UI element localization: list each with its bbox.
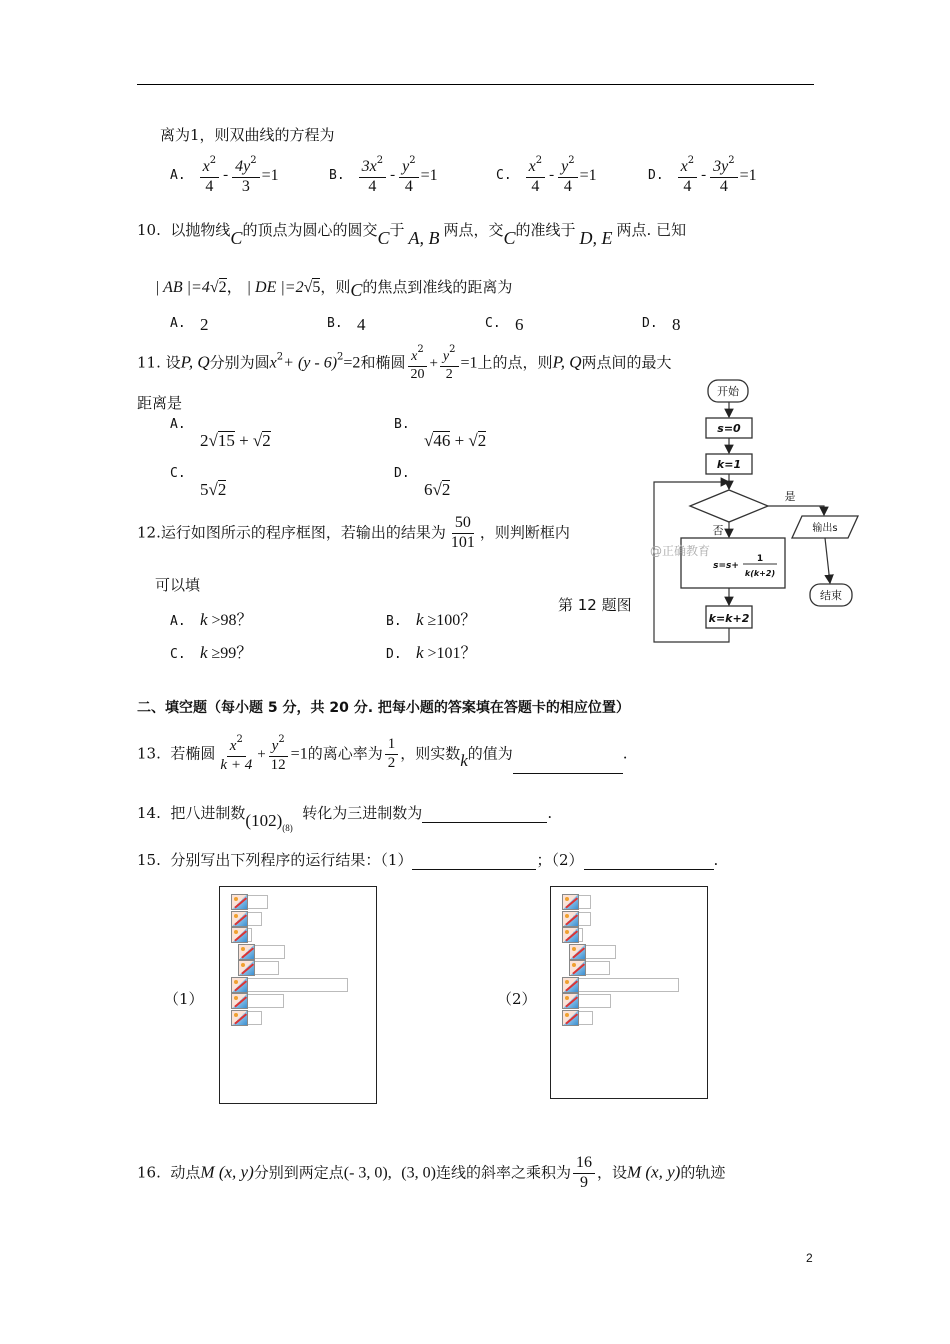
program-1-label: （1） [164, 990, 204, 1008]
flow-update-den: k(k+2) [744, 569, 776, 578]
question-number: 12. [137, 523, 161, 542]
broken-image-icon [238, 944, 255, 960]
program-line-image [562, 1010, 593, 1026]
program-line-image [238, 960, 279, 976]
broken-image-icon [231, 1010, 248, 1026]
q9-stem-tail: 离为1，则双曲线的方程为 [160, 126, 335, 144]
question-number: 14. [137, 804, 161, 822]
question-number: 10. [137, 221, 161, 239]
flow-yes-label: 是 [784, 490, 796, 503]
page-number: 2 [806, 1251, 813, 1265]
flow-end-label: 结束 [820, 589, 842, 602]
answer-blank-2[interactable] [584, 855, 714, 870]
q10-option[interactable]: A. 2 [170, 315, 209, 334]
flow-decision-node [690, 490, 768, 522]
q11-option[interactable]: B. √46 + √2 [394, 417, 487, 450]
q11-option[interactable]: A. 2√15 + √2 [170, 417, 271, 450]
program-2-label: （2） [497, 990, 537, 1008]
flowchart-caption: 第 12 题图 [558, 596, 632, 614]
q9-option[interactable]: D. $\frac{x^2}{4}$ - $\frac{3y^2}{4}$ =1 [648, 155, 757, 195]
q12-line1: 12.运行如图所示的程序框图，若输出的结果为 $\frac{50}{101}$ ，则判断框内 [137, 514, 570, 551]
q12-option[interactable]: B. k ≥100？ [386, 610, 477, 629]
program-line-image [569, 944, 616, 960]
q9-option[interactable]: A. $\frac{x^2}{4}$ - $\frac{4y^2}{3}$ =1 [170, 155, 279, 195]
q16: 16. 动点M (x, y)分别到两定点(- 3, 0), (3, 0)连线的斜率之乘积为 $\frac{16}{9}$ ，设M (x, y)的轨迹 [137, 1154, 726, 1191]
flow-increment-label: k=k+2 [708, 612, 750, 625]
program-line-image [562, 894, 591, 910]
q12-option[interactable]: A. k >98？ [170, 610, 253, 629]
question-number: 11. [137, 353, 161, 372]
broken-image-icon [231, 911, 248, 927]
flow-watermark: @正确教育 [650, 544, 711, 558]
flow-no-label: 否 [712, 524, 724, 537]
broken-image-icon [569, 960, 586, 976]
flow-update-prefix: s=s+ [713, 561, 739, 571]
q13: 13. 若椭圆 $\frac{x^2}{k + 4}$ + $\frac{y^2}{12}$ =1的离心率为 $\frac{1}{2}$ ，则实数k的值为 . [137, 734, 628, 773]
flow-output-label: 输出s [812, 523, 838, 534]
flow-start-label: 开始 [717, 385, 739, 398]
flowchart [650, 374, 862, 646]
q11-option[interactable]: C. 5√2 [170, 466, 227, 499]
q11-line2: 距离是 [137, 394, 183, 412]
program-line-image [231, 894, 268, 910]
answer-blank-1[interactable] [412, 855, 536, 870]
program-line-image [231, 927, 252, 943]
broken-image-icon [562, 993, 579, 1009]
q12-option[interactable]: D. k >101？ [386, 643, 477, 662]
flow-update-num: 1 [756, 554, 764, 564]
broken-image-icon [562, 927, 579, 943]
program-line-image [238, 944, 285, 960]
flow-init-k-label: k=1 [716, 458, 742, 471]
program-line-image [231, 977, 348, 993]
program-line-image [231, 1010, 262, 1026]
broken-image-icon [231, 894, 248, 910]
program-line-image [231, 911, 262, 927]
q12-option[interactable]: C. k ≥99？ [170, 643, 253, 662]
section-title: 二、填空题（每小题 5 分，共 20 分. 把每小题的答案填在答题卡的相应位置） [137, 700, 630, 716]
answer-blank[interactable] [422, 808, 547, 823]
q9-option[interactable]: B. $\frac{3x^2}{4}$ - $\frac{y^2}{4}$ =1 [329, 155, 438, 195]
broken-image-icon [562, 977, 579, 993]
header-rule [137, 84, 814, 85]
question-number: 15. [137, 851, 161, 869]
broken-image-icon [231, 927, 248, 943]
q10-option[interactable]: D. 8 [642, 315, 681, 334]
q15: 15. 分别写出下列程序的运行结果：（1） ；（2） . [137, 851, 719, 869]
question-number: 16. [137, 1163, 161, 1182]
q12-line2: 可以填 [155, 576, 201, 594]
program-line-image [231, 993, 284, 1009]
broken-image-icon [562, 894, 579, 910]
program-line-image [562, 927, 583, 943]
program-line-image [569, 960, 610, 976]
q9-option[interactable]: C. $\frac{x^2}{4}$ - $\frac{y^2}{4}$ =1 [496, 155, 597, 195]
q14: 14. 把八进制数$(102)_{(8)}$ 转化为三进制数为 . [137, 804, 553, 833]
q10-option[interactable]: C. 6 [485, 315, 524, 334]
q11-line1: 11. 设P, Q分别为圆$x^2+ (y - 6)^2=2$和椭圆 $\frac{x^2}{20}$ + $\frac{y^2}{2}$ =1上的点，则P, Q两点间的最大 [137, 344, 672, 382]
question-number: 13. [137, 744, 161, 763]
flow-init-s-label: s=0 [717, 422, 741, 435]
broken-image-icon [562, 1010, 579, 1026]
broken-image-icon [238, 960, 255, 976]
q10-option[interactable]: B. 4 [327, 315, 366, 334]
broken-image-icon [562, 911, 579, 927]
program-line-image [562, 911, 591, 927]
answer-blank[interactable] [513, 759, 623, 774]
broken-image-icon [569, 944, 586, 960]
q10-line2: | AB |=4√2， | DE |=2√5，则C的焦点到准线的距离为 [155, 277, 513, 300]
q11-option[interactable]: D. 6√2 [394, 466, 451, 499]
q10-line1: 10. 以抛物线C的顶点为圆心的圆交C于 A, B 两点，交C的准线于 D, E 两点. 已知 [137, 221, 687, 248]
broken-image-icon [231, 993, 248, 1009]
program-line-image [562, 977, 679, 993]
program-line-image [562, 993, 611, 1009]
broken-image-icon [231, 977, 248, 993]
